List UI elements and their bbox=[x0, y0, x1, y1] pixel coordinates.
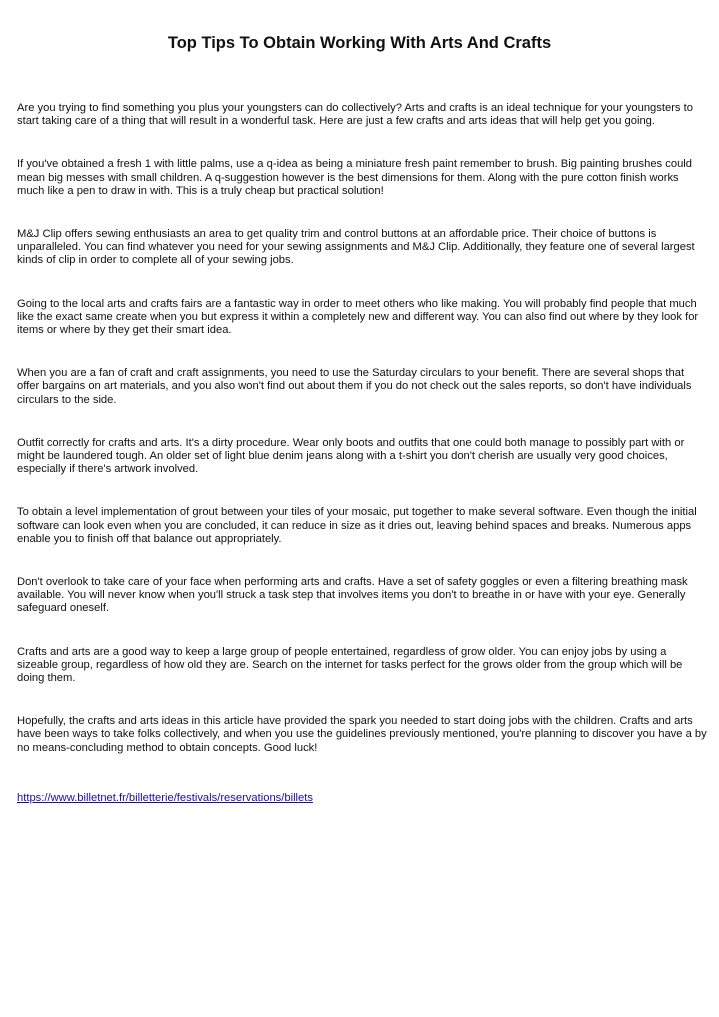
paragraph-2: If you've obtained a fresh 1 with little palms, use a q-idea as being a miniature fresh paint remember to brush. Big painting brushes could mean big messes with small children. A q-suggestion however is the best dimensions for them. Along with the pure cotton finish works much like a pen to draw in with. This is a truly cheap but practical solution! bbox=[17, 158, 693, 197]
article-body bbox=[17, 102, 707, 805]
page-title: Top Tips To Obtain Working With Arts And Crafts bbox=[167, 34, 552, 52]
link-container bbox=[17, 792, 707, 805]
paragraph-5: When you are a fan of craft and craft assignments, you need to use the Saturday circulars to your benefit. There are several shops that offer bargains on art materials, and you also won't find out about them if you do not check out the sales reports, so don't have individuals circulars to the side. bbox=[17, 367, 692, 406]
paragraph-9: Crafts and arts are a good way to keep a large group of people entertained, regardless of grow older. You can enjoy jobs by using a sizeable group, regardless of how old they are. Search on the internet for tasks perfect for the grows older from the group which will be doing them. bbox=[17, 645, 683, 685]
paragraph-4: Going to the local arts and crafts fairs are a fantastic way in order to meet others who like making. You will probably find people that much like the exact same create when you but express it within a completely new and different way. You can also find out where by they look for items or where by they get their smart idea. bbox=[17, 297, 699, 337]
paragraph-6: Outfit correctly for crafts and arts. It's a dirty procedure. Wear only boots and outfits that one could both manage to possibly part with or might be laundered tough. An older set of light blue denim jeans along with a t-shirt you don't cherish are usually very good choices, especially if there's artwork involved. bbox=[17, 436, 685, 476]
paragraph-3: M&J Clip offers sewing enthusiasts an area to get quality trim and control buttons at an affordable price. Their choice of buttons is unparalleled. You can find whatever you need for your sewing assignments and M&J Clip. Additionally, they feature one of several largest kinds of clip in order to complete all of your sewing jobs. bbox=[17, 228, 695, 267]
paragraph-10: Hopefully, the crafts and arts ideas in this article have provided the spark you needed to start doing jobs with the children. Crafts and arts have been ways to take folks collectively, and when you use the guidelines previously mentioned, you're planning to discover you have a by no means-concluding method to obtain concepts. Good luck! bbox=[17, 715, 707, 754]
paragraph-7: To obtain a level implementation of grout between your tiles of your mosaic, put together to make several software. Even though the initial software can look even when you are concluded, it can reduce in size as it dries out, leaving behind spaces and breaks. Numerous apps enable you to finish off that balance out appropriately. bbox=[17, 506, 697, 545]
paragraph-1: Are you trying to find something you plus your youngsters can do collectively? Arts and crafts is an ideal technique for your youngsters to start taking care of a thing that will result in a wonderful task. Here are just a few crafts and arts ideas that will help get you going. bbox=[17, 102, 693, 128]
external-link[interactable]: https://www.billetnet.fr/billetterie/festivals/reservations/billets bbox=[17, 791, 313, 804]
paragraph-8: Don't overlook to take care of your face when performing arts and crafts. Have a set of safety goggles or even a filtering breathing mask available. You will never know when you'll struck a task step that involves items you don't to breathe in or have with your eye. Generally safeguard oneself. bbox=[17, 576, 688, 615]
